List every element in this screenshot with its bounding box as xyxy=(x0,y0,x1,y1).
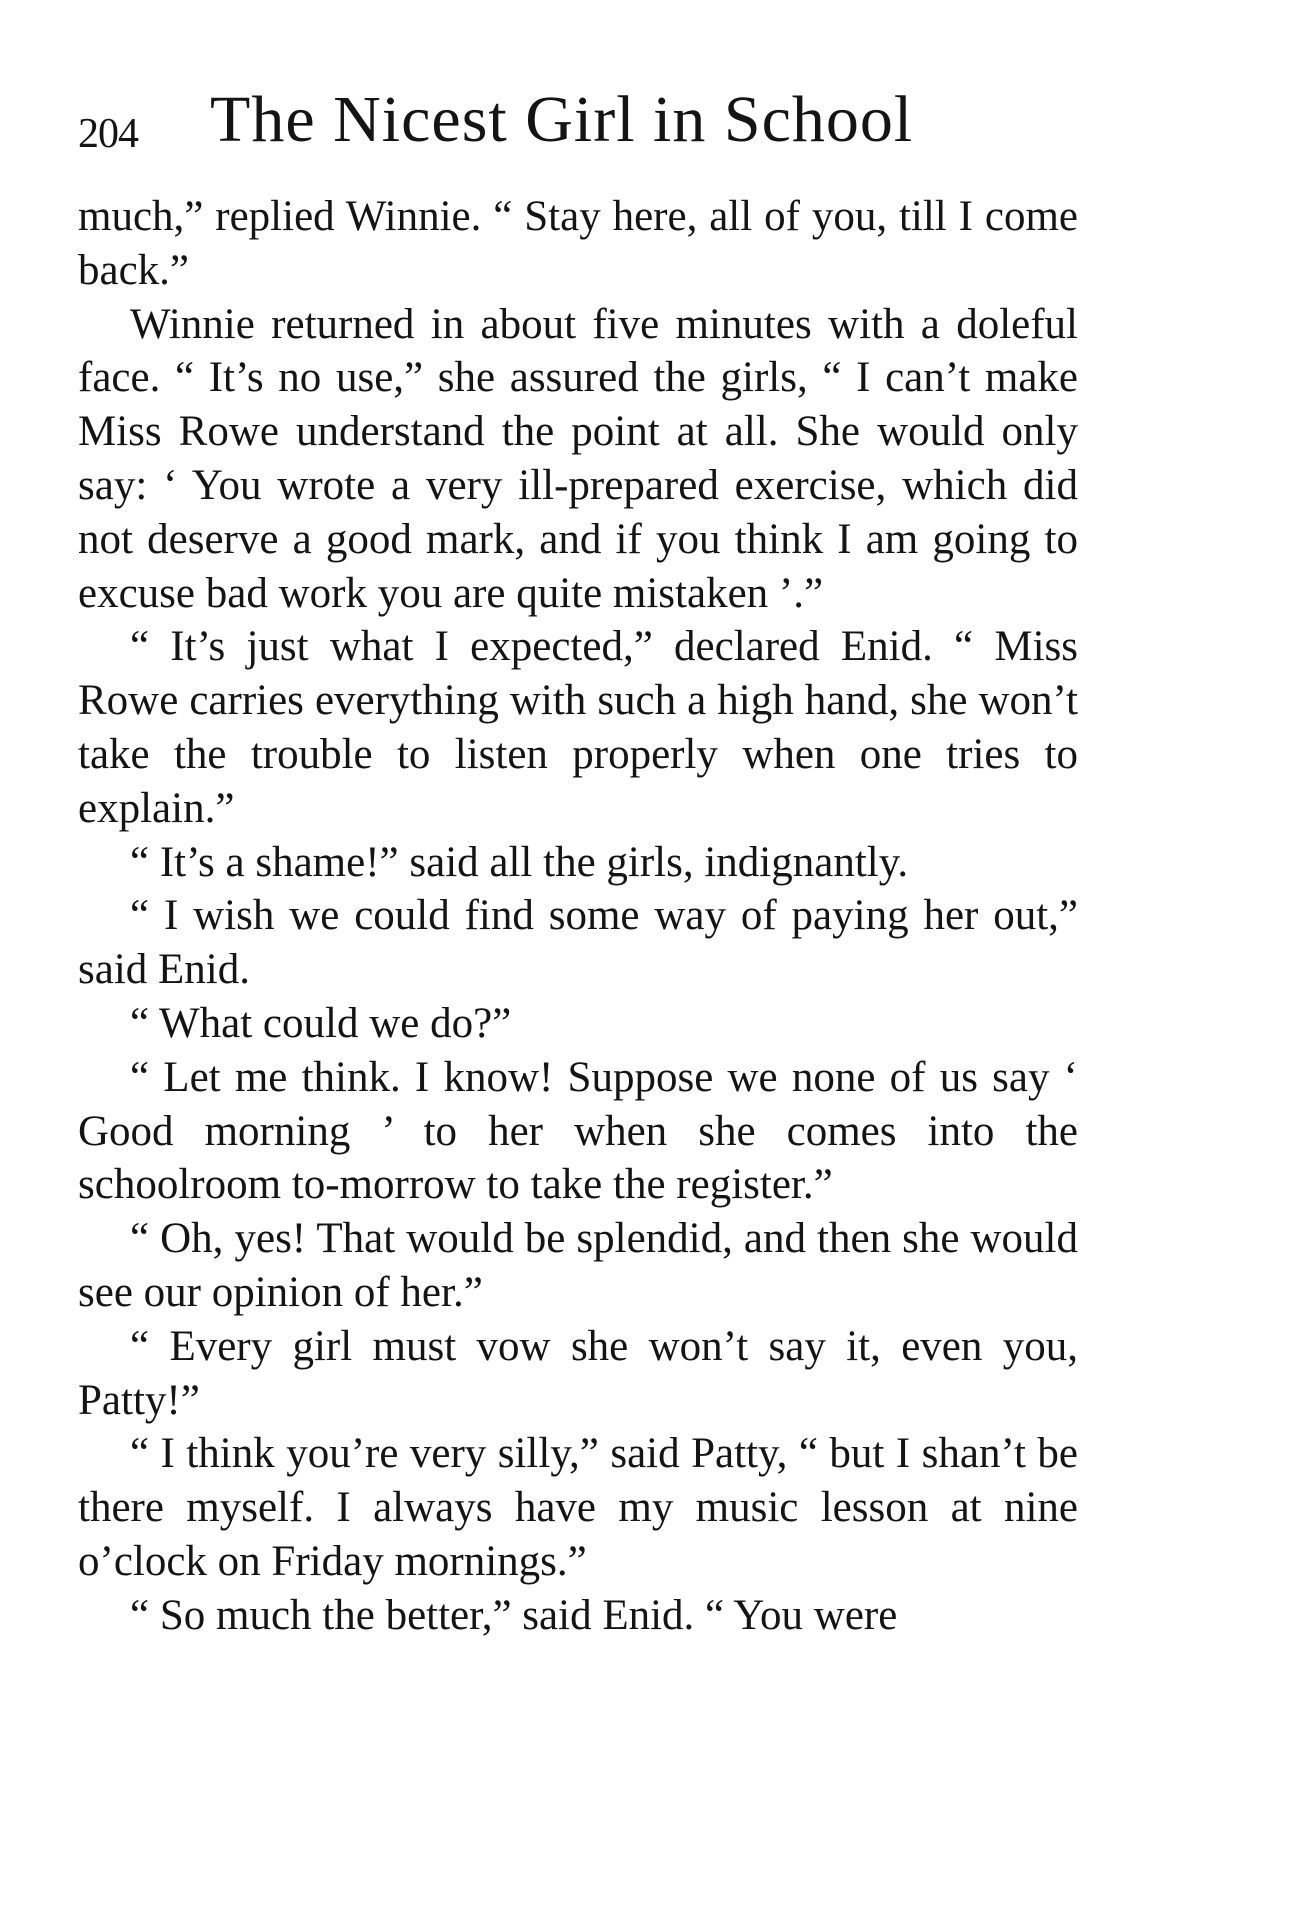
page-header xyxy=(78,72,1078,182)
paragraph: “ Oh, yes! That would be splendid, and then she would see our opinion of her.” xyxy=(78,1215,1078,1316)
paragraph: “ It’s just what I expected,” declared Enid. “ Miss Rowe carries everything with such a high hand, she won’t take the trouble to listen properly when one tries to explain.” xyxy=(78,623,1078,832)
book-page xyxy=(78,72,1078,1639)
page-number: 204 xyxy=(78,111,138,157)
paragraph: much,” replied Winnie. “ Stay here, all of you, till I come back.” xyxy=(78,193,1078,294)
paragraph: “ Let me think. I know! Suppose we none of us say ‘ Good morning ’ to her when she comes into the schoolroom to-morrow to take the register.” xyxy=(78,1053,1078,1209)
paragraph: “ So much the better,” said Enid. “ You were xyxy=(130,1591,898,1639)
paragraph: “ What could we do?” xyxy=(130,999,512,1047)
paragraph: “ I wish we could find some way of paying her out,” said Enid. xyxy=(78,892,1078,994)
paragraph: “ Every girl must vow she won’t say it, even you, Patty!” xyxy=(78,1322,1078,1424)
paragraph: “ I think you’re very silly,” said Patty, “ but I shan’t be there myself. I always have my music lesson at nine o’clock on Friday mornings.” xyxy=(78,1430,1078,1585)
body-text xyxy=(78,190,1078,1643)
paragraph: “ It’s a shame!” said all the girls, indignantly. xyxy=(130,838,909,886)
paragraph: Winnie returned in about five minutes with a doleful face. “ It’s no use,” she assured the girls, “ I can’t make Miss Rowe understand the point at all. She would only say: ‘ You wrote a very ill-prepared exercise, which did not deserve a good mark, and if you think I am going to excuse bad work you are quite mistaken ’.” xyxy=(78,300,1078,617)
running-title: The Nicest Girl in School xyxy=(210,83,914,156)
